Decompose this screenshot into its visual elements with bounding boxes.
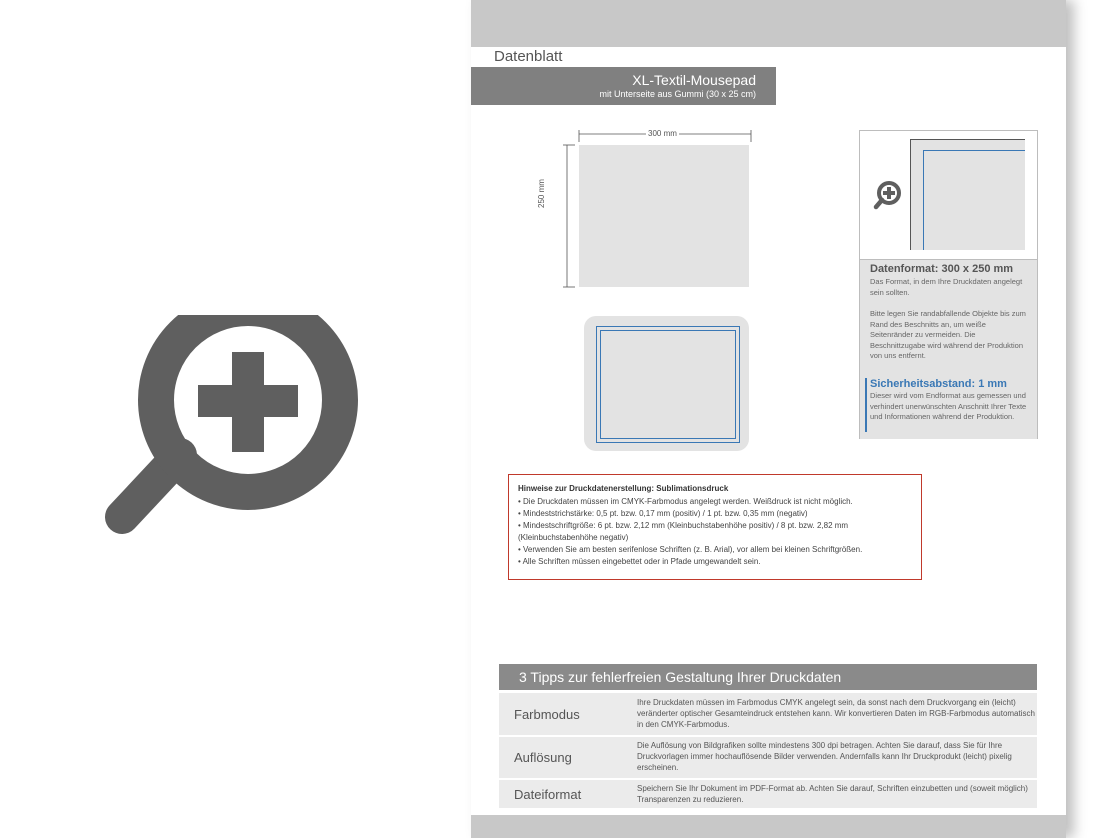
print-hints-box — [508, 474, 922, 580]
bleed-text: Bitte legen Sie randabfallende Objekte bis zum Rand des Beschnitts an, um weiße Seitenränder zu vermeiden. Die Beschnittzugabe wird während der Produktion von uns entfernt. — [870, 309, 1026, 360]
list-item: • Mindestschriftgröße: 6 pt. bzw. 2,12 mm (Kleinbuchstabenhöhe positiv) / 8 pt. bzw. 2,82 mm — [518, 521, 849, 530]
tip-text: Speichern Sie Ihr Dokument im PDF-Format ab. Achten Sie darauf, Schriften einzubetten und (soweit möglich) Transparenzen zu reduzieren. — [637, 784, 1028, 804]
list-item: (Kleinbuchstabenhöhe negativ) — [518, 533, 629, 542]
format-info-box — [859, 130, 1038, 439]
list-item: • Alle Schriften müssen eingebettet oder in Pfade umgewandelt sein. — [518, 557, 761, 566]
zoom-in-icon[interactable] — [872, 179, 904, 213]
format-heading: Datenformat: 300 x 250 mm — [870, 263, 1014, 275]
product-title: XL-Textil-Mousepad — [632, 72, 756, 88]
list-item: • Die Druckdaten müssen im CMYK-Farbmodus angelegt werden. Weißdruck ist nicht möglich. — [518, 497, 853, 506]
format-text: Das Format, in dem Ihre Druckdaten angelegt sein sollten. — [870, 277, 1023, 297]
tip-text: Die Auflösung von Bildgrafiken sollte mindestens 300 dpi betragen. Achten Sie darauf, dass Sie für Ihre Druckvorlagen immer hochauflösende Bilder verwenden. Andernfalls kann Ihr Druckprodukt (leicht) pixelig erscheinen. — [637, 741, 1012, 772]
tip-text: Ihre Druckdaten müssen im Farbmodus CMYK angelegt sein, da sonst nach dem Druckvorgang ein (leicht) veränderter optischer Gesamteindruck entstehen kann. Wir konvertieren Daten im RGB-Farbmodus automatisch in den CMYK-Farbmodus. — [637, 698, 1035, 729]
tips-heading: 3 Tipps zur fehlerfreien Gestaltung Ihrer Druckdaten — [499, 664, 1037, 690]
trim-line — [596, 326, 740, 443]
info-text-area — [860, 259, 1037, 439]
top-band — [471, 0, 1066, 47]
datasheet-page — [471, 0, 1066, 838]
table-row — [499, 737, 1037, 778]
tip-label: Auflösung — [514, 750, 572, 765]
hints-list — [518, 496, 918, 568]
safety-margin-preview — [584, 316, 749, 451]
bottom-band — [471, 815, 1066, 838]
safety-text: Dieser wird vom Endformat aus gemessen und verhindert unerwünschten Anschnitt Ihrer Texte und Informationen während der Produktion. — [870, 391, 1027, 421]
hints-title: Hinweise zur Druckdatenerstellung: Sublimationsdruck — [518, 484, 729, 493]
table-row — [499, 780, 1037, 808]
list-item: • Mindeststrichstärke: 0,5 pt. bzw. 0,17 mm (positiv) / 1 pt. bzw. 0,35 mm (negativ) — [518, 509, 808, 518]
list-item: • Verwenden Sie am besten serifenlose Schriften (z. B. Arial), vor allem bei kleinen Schriftgrößen. — [518, 545, 863, 554]
width-dimension: 300 mm — [648, 129, 677, 138]
tip-label: Dateiformat — [514, 787, 582, 802]
product-title-bar — [471, 67, 776, 105]
height-dimension: 250 mm — [537, 160, 546, 210]
format-preview — [579, 145, 749, 287]
corner-detail — [860, 131, 1037, 259]
safety-line — [600, 330, 736, 439]
tip-label: Farbmodus — [514, 707, 580, 722]
safety-heading: Sicherheitsabstand: 1 mm — [870, 378, 1007, 390]
product-subtitle: mit Unterseite aus Gummi (30 x 25 cm) — [599, 89, 756, 99]
safety-accent-bar — [865, 378, 867, 432]
zoom-in-icon[interactable] — [100, 315, 360, 555]
table-row — [499, 693, 1037, 735]
datasheet-tab: Datenblatt — [471, 47, 591, 67]
